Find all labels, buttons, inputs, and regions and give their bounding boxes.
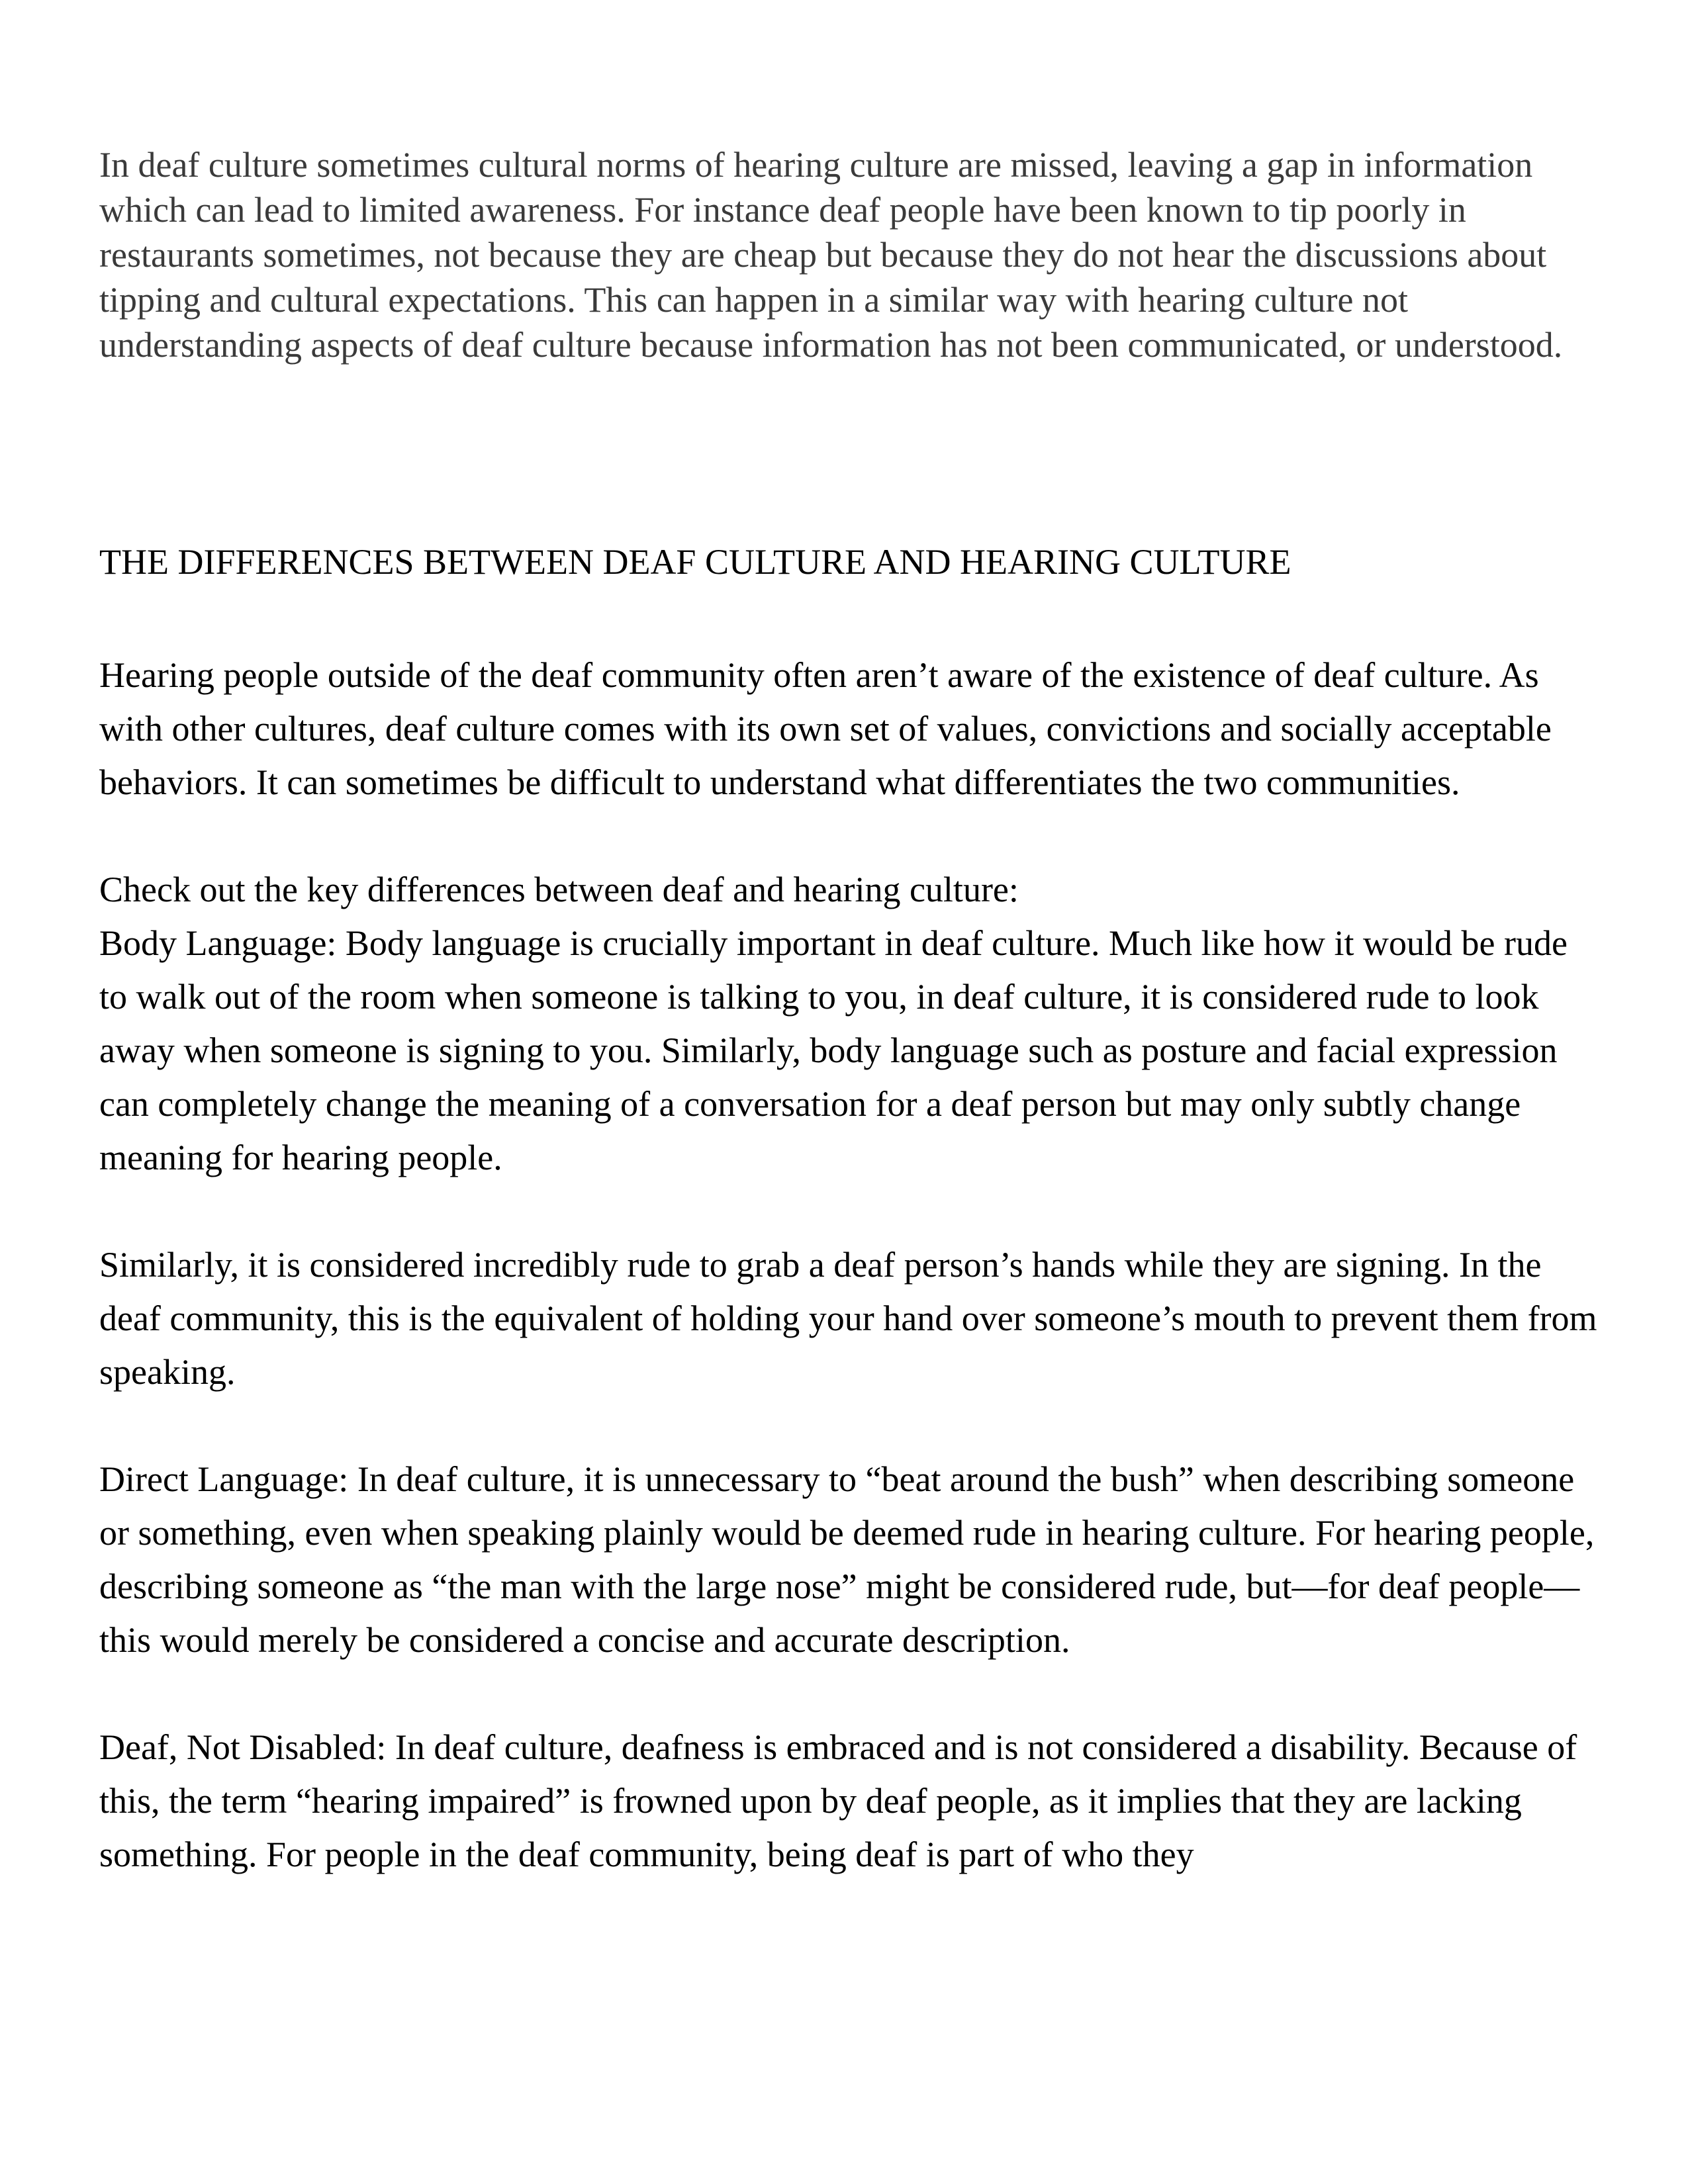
document-page bbox=[99, 142, 1602, 1874]
paragraph-overview: Hearing people outside of the deaf community often aren’t aware of the existence of deaf culture. As with other cultures, deaf culture comes with its own set of values, convictions and socially acceptable behaviors. It can sometimes be difficult to understand what differentiates the two communities. bbox=[99, 655, 1552, 802]
paragraph-hands: Similarly, it is considered incredibly rude to grab a deaf person’s hands while they are signing. In the deaf community, this is the equivalent of holding your hand over someone’s mouth to prevent them from speaking. bbox=[99, 1245, 1597, 1392]
paragraph-key-differences-intro: Check out the key differences between deaf and hearing culture: bbox=[99, 870, 1019, 909]
paragraph-deaf-not-disabled: Deaf, Not Disabled: In deaf culture, deafness is embraced and is not considered a disability. Because of this, the term “hearing impaired” is frowned upon by deaf people, as it implies that they are lacking something. For people in the deaf community, being deaf is part of who they bbox=[99, 1727, 1577, 1874]
intro-paragraph: In deaf culture sometimes cultural norms of hearing culture are missed, leaving a gap in information which can lead to limited awareness. For instance deaf people have been known to tip poorly in restaurants sometimes, not because they are cheap but because they do not hear the discussions about tipping and cultural expectations. This can happen in a similar way with hearing culture not understanding aspects of deaf culture because information has not been communicated, or understood. bbox=[99, 145, 1563, 365]
paragraph-body-language: Body Language: Body language is crucially important in deaf culture. Much like how it would be rude to walk out of the room when someone is talking to you, in deaf culture, it is considered rude to look away when someone is signing to you. Similarly, body language such as posture and facial expression can completely change the meaning of a conversation for a deaf person but may only subtly change meaning for hearing people. bbox=[99, 923, 1568, 1177]
paragraph-direct-language: Direct Language: In deaf culture, it is unnecessary to “beat around the bush” when describing someone or something, even when speaking plainly would be deemed rude in hearing culture. For hearing people, describing someone as “the man with the large nose” might be considered rude, but—for deaf people—this would merely be considered a concise and accurate description. bbox=[99, 1459, 1595, 1660]
section-body bbox=[99, 649, 1602, 1935]
section-heading: THE DIFFERENCES BETWEEN DEAF CULTURE AND HEARING CULTURE bbox=[99, 542, 1291, 582]
